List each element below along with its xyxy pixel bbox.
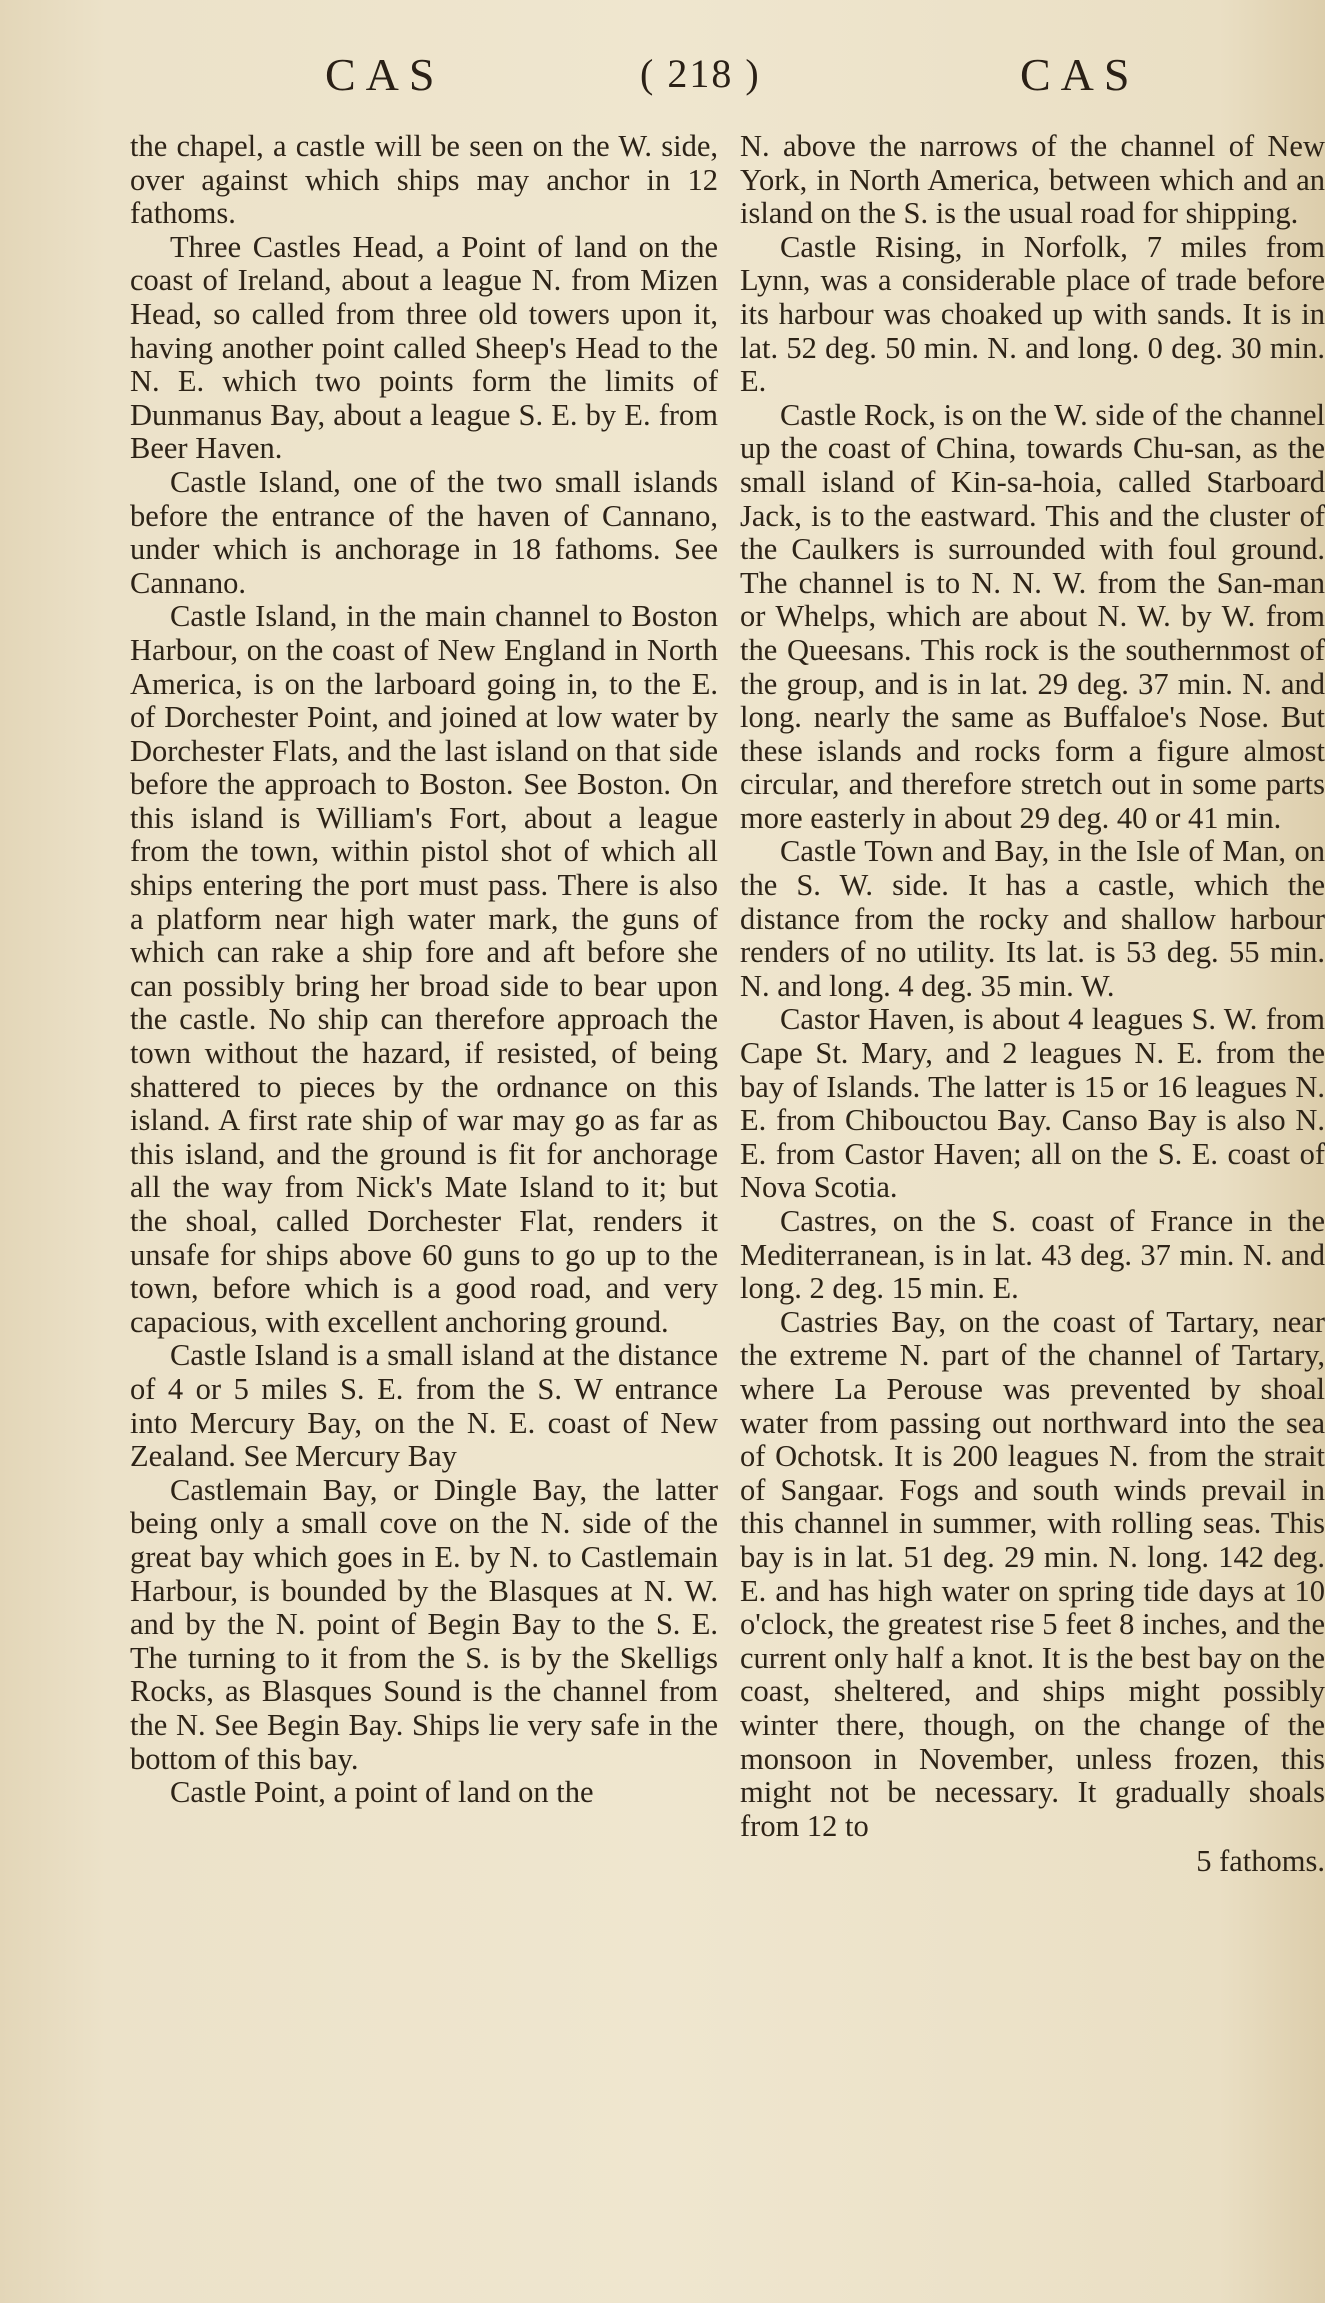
paragraph-castle-town: Castle Town and Bay, in the Isle of Man, on the S. W. side. It has a castle, which the distance from the rocky and shallow harbour renders of no utility. Its lat. is 53 deg. 55 min. N. and long. 4 deg. 35 min. W. [740,834,1325,1003]
page-number: ( 218 ) [640,51,761,96]
paragraph-castle-rising: Castle Rising, in Norfolk, 7 miles from Lynn, was a considerable place of trade before its harbour was choaked up with sands. It is in lat. 52 deg. 50 min. N. and long. 0 deg. 30 min. E. [740,229,1325,399]
header-right-catchword: CAS [1020,49,1140,100]
paragraph-castle-island-boston: Castle Island, in the main channel to Boston Harbour, on the coast of New England in North America, is on the larboard going in, to the E. of Dorchester Point, and joined at low water by Dorchester Flats, and the last island on that side before the approach to Boston. See Boston. On this island is William's Fort, about a league from the town, within pistol shot of which all ships entering the port must pass. There is also a platform near high water mark, the guns of which can rake a ship fore and aft before she can possibly bring her broad side to bear upon the castle. No ship can therefore approach the town without the hazard, if resisted, of being shattered to pieces by the ordnance on this island. A first rate ship of war may go as far as this island, and the ground is fit for anchorage all the way from Nick's Mate Island to it; but the shoal, called Dorchester Flat, renders it unsafe for ships above 60 guns to go up to the town, before which is a good road, and very capacious, with excellent anchoring ground. [130,599,718,1339]
paragraph-castres: Castres, on the S. coast of France in the Mediterranean, is in lat. 43 deg. 37 min. N. and long. 2 deg. 15 min. E. [740,1204,1325,1306]
paragraph-castor-haven: Castor Haven, is about 4 leagues S. W. from Cape St. Mary, and 2 leagues N. E. from the bay of Islands. The latter is 15 or 16 leagues N. E. from Chibouctou Bay. Canso Bay is also N. E. from Castor Haven; all on the S. E. coast of Nova Scotia. [740,1002,1325,1205]
running-header [0,48,1325,108]
left-column [130,130,718,1810]
paragraph-castle-point-continued: N. above the narrows of the channel of New York, in North America, between which and an island on the S. is the usual road for shipping. [740,129,1325,231]
paragraph-castlemain-bay: Castlemain Bay, or Dingle Bay, the latter being only a small cove on the N. side of the great bay which goes in E. by N. to Castlemain Harbour, is bounded by the Blasques at N. W. and by the N. point of Begin Bay to the S. E. The turning to it from the S. is by the Skelligs Rocks, as Blasques Sound is the channel from the N. See Begin Bay. Ships lie very safe in the bottom of this bay. [130,1472,718,1776]
paragraph-final-line: 5 fathoms. [1196,1844,1325,1879]
paragraph-castries-bay: Castries Bay, on the coast of Tartary, near the extreme N. part of the channel of Tartary, where La Perouse was prevented by shoal water from passing out northward into the sea of Ochotsk. It is 200 leagues N. from the strait of Sangaar. Fogs and south winds prevail in this channel in summer, with rolling seas. This bay is in lat. 51 deg. 29 min. N. long. 142 deg. E. and has high water on spring tide days at 10 o'clock, the greatest rise 5 feet 8 inches, and the current only half a knot. It is the best bay on the coast, sheltered, and ships might possibly winter there, though, on the change of the monsoon in November, unless frozen, this might not be necessary. It gradually shoals from 12 to [740,1304,1325,1843]
right-column [740,130,1325,1879]
paragraph-castle-island-cannano: Castle Island, one of the two small islands before the entrance of the haven of Cannano, under which is anchorage in 18 fathoms. See Cannano. [130,464,718,600]
paragraph: the chapel, a castle will be seen on the W. side, over against which ships may anchor in 12 fathoms. [130,129,718,231]
paragraph-castle-rock: Castle Rock, is on the W. side of the channel up the coast of China, towards Chu-san, as the small island of Kin-sa-hoia, called Starboard Jack, is to the eastward. This and the cluster of the Caulkers is surrounded with foul ground. The channel is to N. N. W. from the San-man or Whelps, which are about N. W. by W. from the Queesans. This rock is the southernmost of the group, and is in lat. 29 deg. 37 min. N. and long. nearly the same as Buffaloe's Nose. But these islands and rocks form a figure almost circular, and therefore stretch out in some parts more easterly in about 29 deg. 40 or 41 min. [740,397,1325,835]
paragraph-castle-point: Castle Point, a point of land on the [170,1775,594,1810]
paragraph-castle-island-new-zealand: Castle Island is a small island at the distance of 4 or 5 miles S. E. from the S. W entrance into Mercury Bay, on the N. E. coast of New Zealand. See Mercury Bay [130,1338,718,1474]
header-left-catchword: CAS [325,49,445,100]
paragraph-three-castles-head: Three Castles Head, a Point of land on the coast of Ireland, about a league N. from Mizen Head, so called from three old towers upon it, having another point called Sheep's Head to the N. E. which two points form the limits of Dunmanus Bay, about a league S. E. by E. from Beer Haven. [130,229,718,466]
